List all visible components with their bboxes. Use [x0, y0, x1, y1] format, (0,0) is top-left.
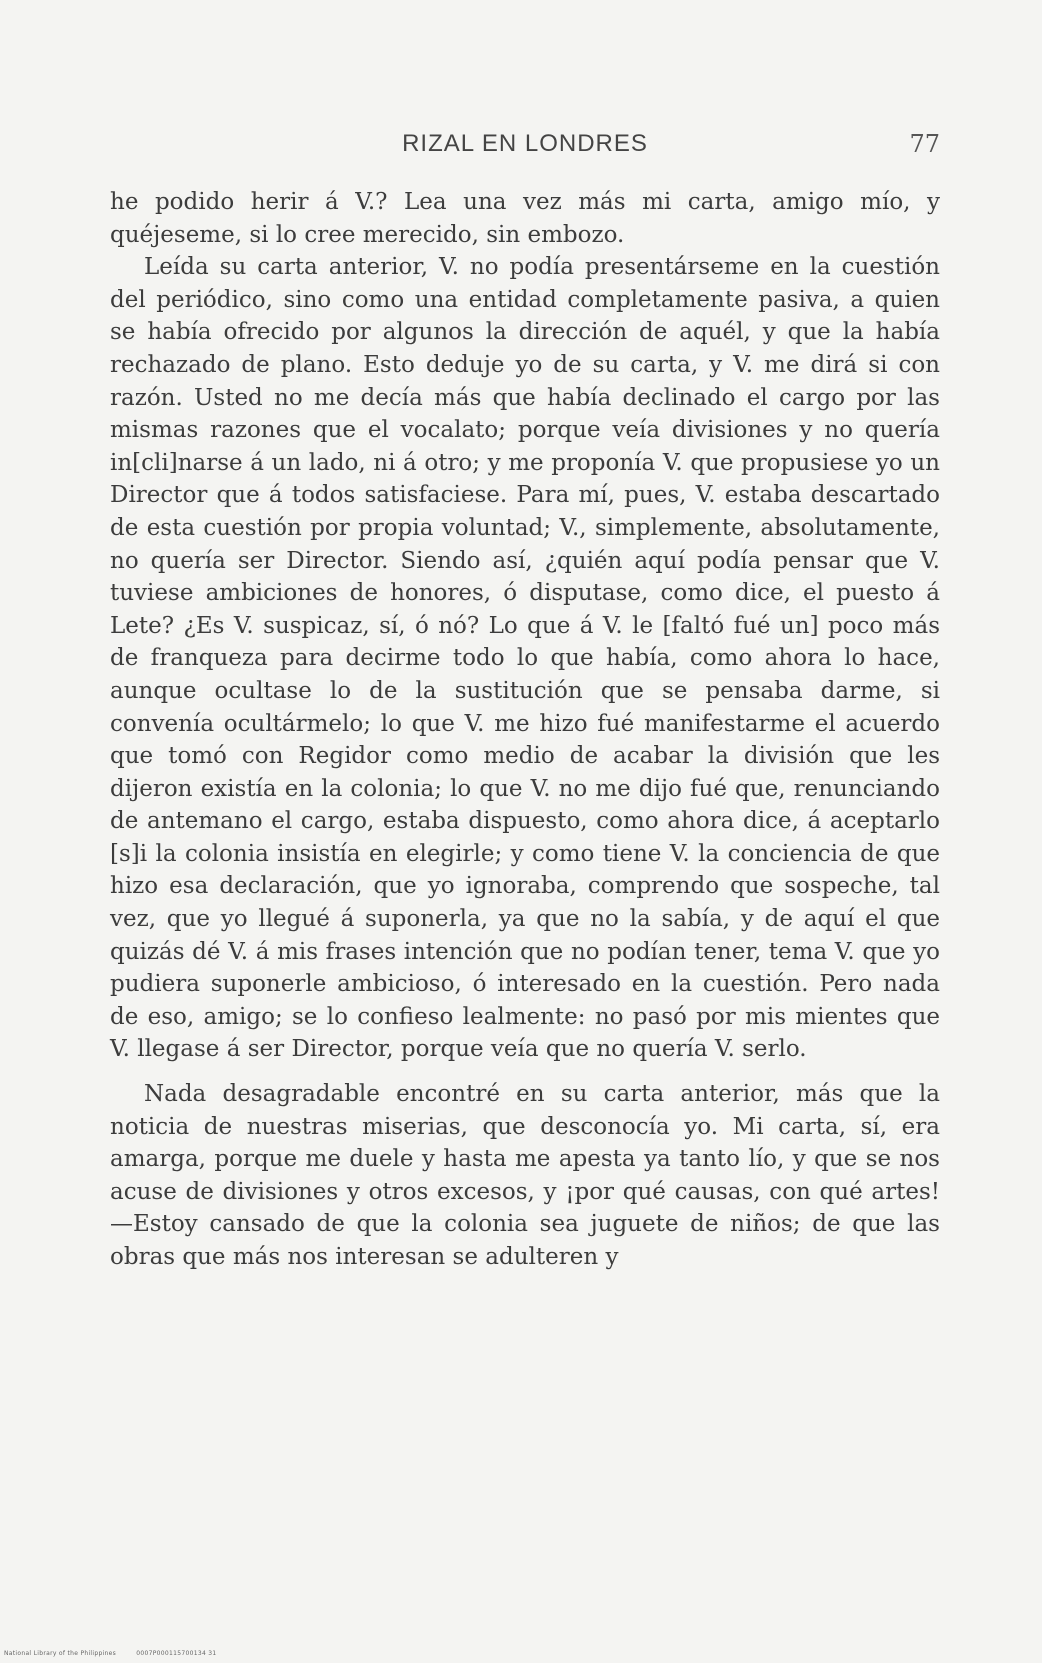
page-header	[110, 130, 940, 170]
body-text	[110, 186, 940, 1274]
scan-footer	[4, 1650, 217, 1657]
footer-item-id: 0007P000115700134 31	[136, 1650, 217, 1657]
paragraph-continuation: he podido herir á V.? Lea una vez más mi carta, amigo mío, y quéjeseme, si lo cree merecido, sin embozo.	[110, 189, 940, 248]
paragraph-letter-reply: Leída su carta anterior, V. no podía presentárseme en la cuestión del periódico, sino como una entidad completamente pasiva, a quien se había ofrecido por algunos la dirección de aquél, y que la había rechazado de plano. Esto deduje yo de su carta, y V. me dirá si con razón. Usted no me decía más que había declinado el cargo por las mismas razones que el vocalato; porque veía divisiones y no quería in[cli]narse á un lado, ni á otro; y me proponía V. que propusiese yo un Director que á todos satisfaciese. Para mí, pues, V. estaba descartado de esta cuestión por propia voluntad; V., simplemente, absolutamente, no quería ser Director. Siendo así, ¿quién aquí podía pensar que V. tuviese ambiciones de honores, ó disputase, como dice, el puesto á Lete? ¿Es V. suspicaz, sí, ó nó? Lo que á V. le [faltó fué un] poco más de franqueza para decirme todo lo que había, como ahora lo hace, aunque ocultase lo de la sustitución que se pensaba darme, si convenía ocultármelo; lo que V. me hizo fué manifestarme el acuerdo que tomó con Regidor como medio de acabar la división que les dijeron existía en la colonia; lo que V. no me dijo fué que, renunciando de antemano el cargo, estaba dispuesto, como ahora dice, á aceptarlo [s]i la colonia insistía en elegirle; y como tiene V. la conciencia de que hizo esa declaración, que yo ignoraba, comprendo que sospeche, tal vez, que yo llegué á suponerla, ya que no la sabía, y de aquí el que quizás dé V. á mis frases intención que no podían tener, tema V. que yo pudiera suponerle ambicioso, ó interesado en la cuestión. Pero nada de eso, amigo; se lo confieso lealmente: no pasó por mis mientes que V. llegase á ser Director, porque veía que no quería V. serlo.	[110, 254, 940, 1063]
footer-library: National Library of the Philippines	[4, 1650, 117, 1657]
paragraph-complaint: Nada desagradable encontré en su carta anterior, más que la noticia de nuestras miserias, que desconocía yo. Mi carta, sí, era amarga, porque me duele y hasta me apesta ya tanto lío, y que se nos acuse de divisiones y otros excesos, y ¡por qué causas, con qué artes!—Estoy cansado de que la colonia sea juguete de niños; de que las obras que más nos interesan se adulteren y	[110, 1081, 940, 1270]
running-title: RIZAL EN LONDRES	[402, 130, 648, 157]
page-number: 77	[909, 130, 940, 158]
